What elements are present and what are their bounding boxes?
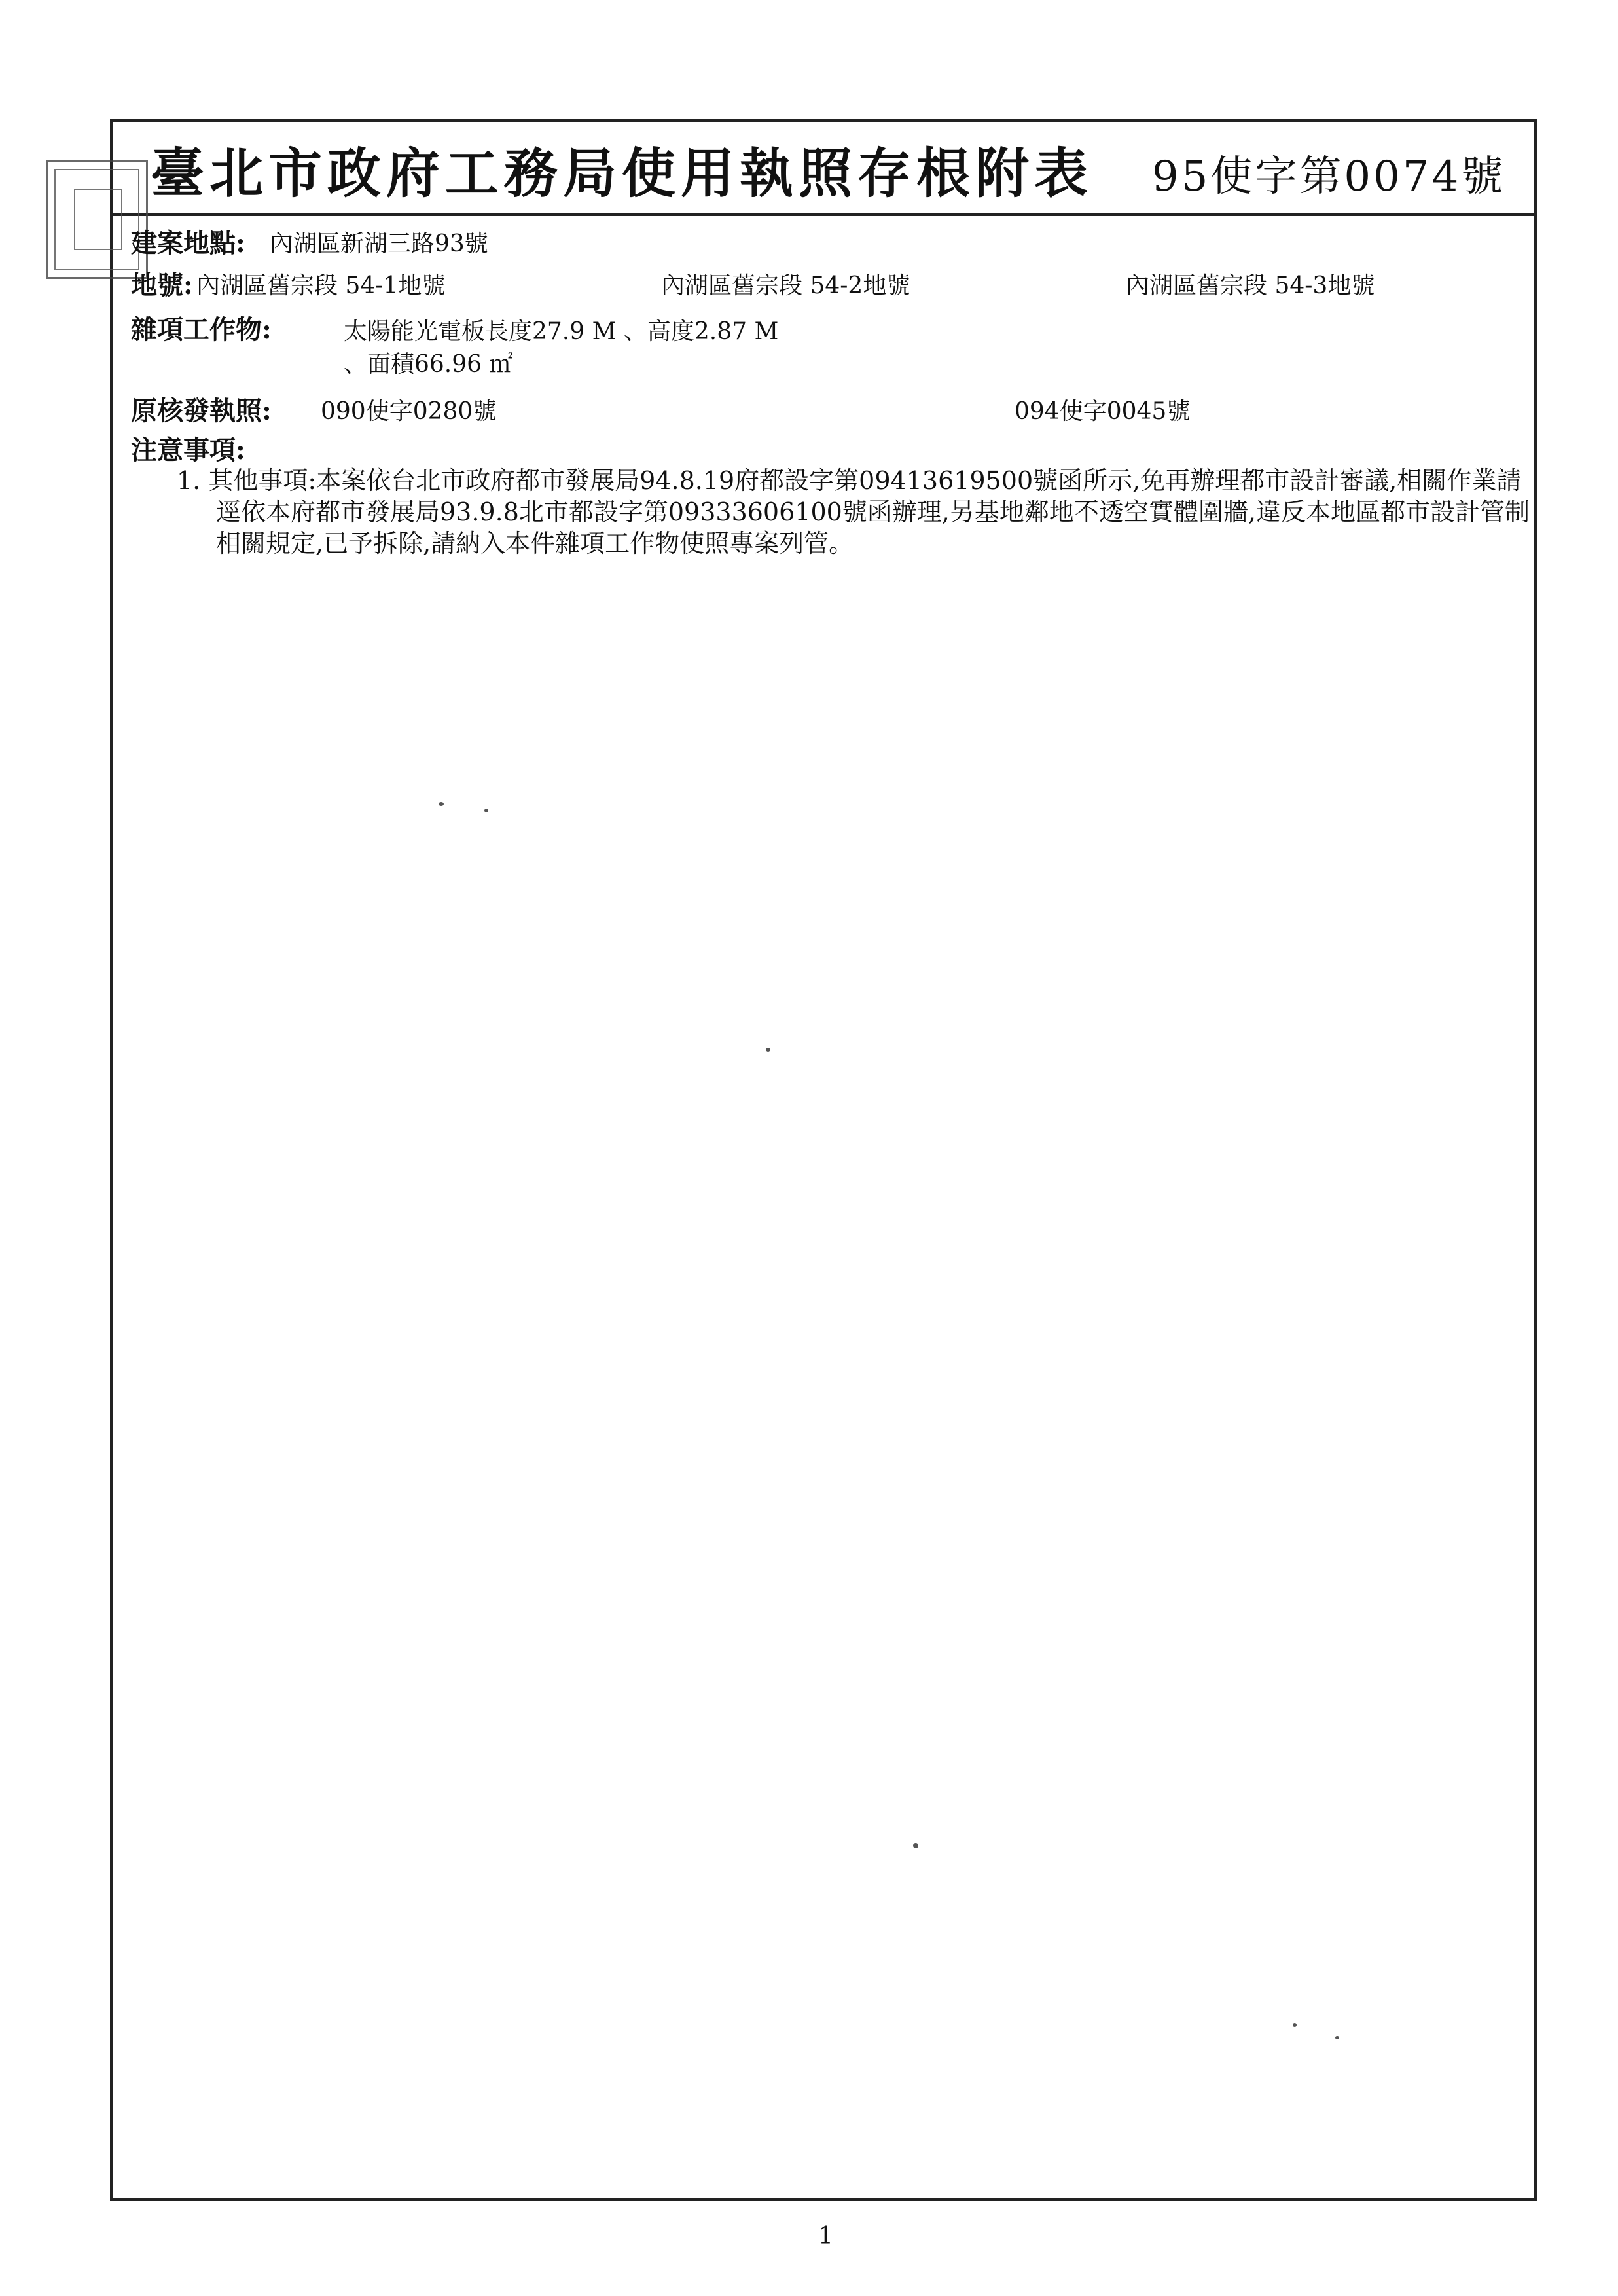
scan-speck [1335, 2036, 1339, 2039]
site-label: 建案地點: [131, 228, 245, 259]
lot-value-2: 內湖區舊宗段 54-2地號 [661, 272, 910, 299]
lot-value-3: 內湖區舊宗段 54-3地號 [1126, 272, 1375, 299]
scan-speck [439, 802, 444, 806]
original-permit-2: 094使字0045號 [1015, 398, 1191, 425]
site-value: 內湖區新湖三路93號 [270, 230, 488, 257]
note-line-1: 1. 其他事項:本案依台北市政府都市發展局94.8.19府都設字第09413619500號函所示,免再辦理都市設計審議,相關作業請 [177, 466, 1522, 495]
document-frame [110, 119, 1537, 2201]
scan-speck [484, 809, 488, 812]
permit-number: 95使字第0074號 [1152, 153, 1506, 201]
scan-speck [1293, 2023, 1297, 2027]
title-divider [110, 213, 1537, 216]
misc-works-line1: 太陽能光電板長度27.9 M 、高度2.87 M [344, 318, 779, 345]
official-stamp [46, 160, 148, 279]
page-number: 1 [818, 2223, 833, 2250]
misc-works-line2: 、面積66.96 ㎡ [344, 351, 513, 378]
notes-label: 注意事項: [131, 435, 245, 465]
original-permit-label: 原核發執照: [131, 395, 272, 426]
misc-works-label: 雜項工作物: [131, 314, 272, 345]
lot-value-1: 內湖區舊宗段 54-1地號 [196, 272, 446, 299]
original-permit-1: 090使字0280號 [321, 398, 497, 425]
note-line-2: 逕依本府都市發展局93.9.8北市都設字第09333606100號函辦理,另基地鄰地不透空實體圍牆,違反本地區都市設計管制 [216, 498, 1530, 526]
scan-speck [766, 1048, 770, 1052]
note-line-3: 相關規定,已予拆除,請納入本件雜項工作物使照專案列管。 [216, 529, 854, 558]
scan-speck [913, 1843, 918, 1848]
lot-label: 地號: [131, 270, 193, 301]
document-title: 臺北市政府工務局使用執照存根附表 [151, 142, 1094, 205]
